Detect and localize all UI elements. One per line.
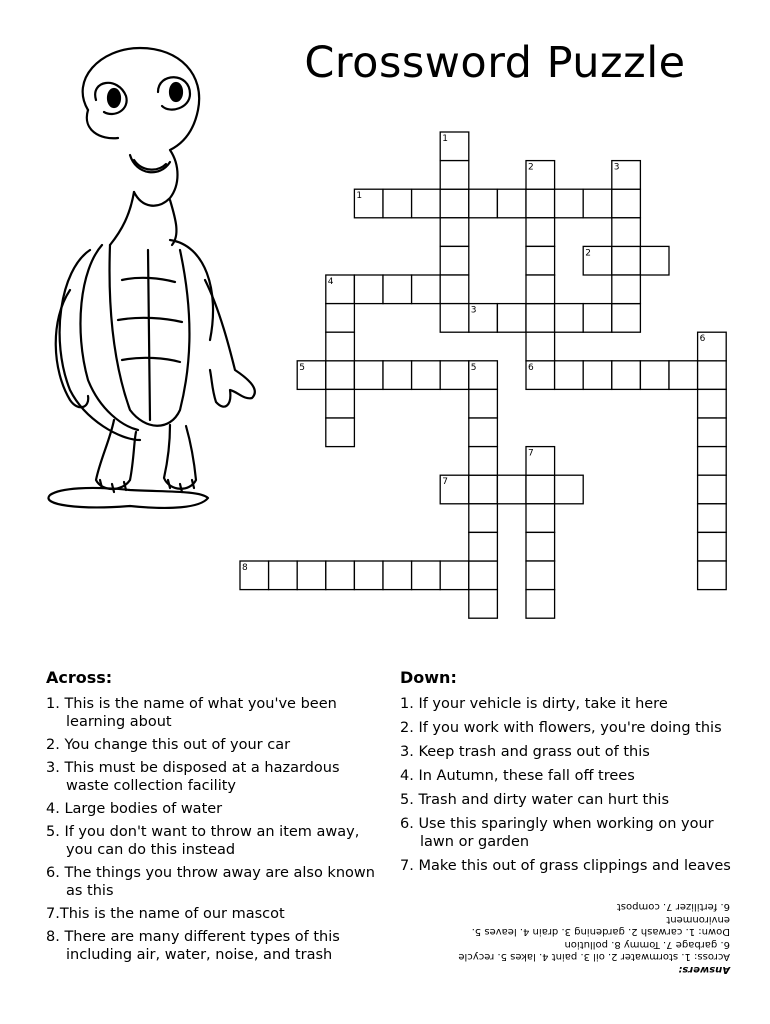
grid-cell[interactable] [612,361,641,390]
grid-cell[interactable] [383,189,412,218]
across-clue-2: 2. You change this out of your car [46,737,291,753]
grid-clue-number: 6 [528,362,534,373]
grid-cell[interactable] [383,275,412,304]
grid-cell[interactable] [612,218,641,247]
grid-cell[interactable] [440,561,469,590]
grid-clue-number: 1 [442,134,448,144]
answers-line-2: 6. garbage 7. Tommy 8. pollution [564,939,730,950]
grid-cell[interactable] [526,561,555,590]
grid-cell[interactable] [555,361,584,390]
grid-cell[interactable] [526,218,555,247]
grid-clue-number: 3 [470,305,477,316]
down-heading: Down: [400,668,457,687]
grid-cell[interactable] [469,475,498,504]
grid-clue-number: 1 [356,191,363,202]
grid-cell[interactable] [526,475,555,504]
grid-cell[interactable] [583,304,612,333]
grid-cell[interactable] [326,361,355,390]
grid-cell[interactable] [297,561,326,590]
grid-cell[interactable] [354,561,383,590]
grid-clue-number: 3 [613,162,620,173]
grid-cell[interactable] [526,189,555,218]
across-clue-8: 8. There are many different types of this including air, water, noise, and trash [46,929,340,963]
grid-cell[interactable] [326,561,355,590]
across-heading: Across: [46,668,113,687]
grid-cell[interactable] [440,218,469,247]
grid-cell[interactable] [469,418,498,447]
grid-cell[interactable] [526,332,555,361]
grid-cell[interactable] [583,361,612,390]
grid-cell[interactable] [698,504,727,533]
grid-cell[interactable] [698,418,727,447]
grid-cell[interactable] [326,304,355,333]
grid-cell[interactable] [469,189,498,218]
down-clue-3: 3. Keep trash and grass out of this [400,744,650,760]
grid-clue-number: 7 [442,477,448,488]
grid-cell[interactable] [526,304,555,333]
answers-heading: Answers: [678,964,730,975]
grid-cell[interactable] [326,418,355,447]
grid-cell[interactable] [526,246,555,275]
grid-cell[interactable] [526,504,555,533]
grid-cell[interactable] [354,361,383,390]
grid-cell[interactable] [469,561,498,590]
grid-cell[interactable] [469,504,498,533]
grid-cell[interactable] [412,275,441,304]
grid-cell[interactable] [555,189,584,218]
across-clue-6: 6. The things you throw away are also known as this [46,865,375,899]
grid-cell[interactable] [383,361,412,390]
down-clue-5: 5. Trash and dirty water can hurt this [400,792,670,808]
across-clue-3: 3. This must be disposed at a hazardous waste collection facility [46,760,340,794]
grid-cell[interactable] [469,447,498,476]
grid-cell[interactable] [269,561,298,590]
grid-cell[interactable] [640,361,669,390]
page-title: Crossword Puzzle [304,38,686,88]
grid-cell[interactable] [640,246,669,275]
grid-cell[interactable] [326,332,355,361]
across-clues [46,669,376,969]
grid-cell[interactable] [354,275,383,304]
grid-cell[interactable] [440,161,469,190]
grid-cell[interactable] [612,189,641,218]
across-clue-7: 7.This is the name of our mascot [46,906,285,922]
grid-cell[interactable] [497,475,526,504]
grid-cell[interactable] [412,189,441,218]
grid-cell[interactable] [526,590,555,619]
grid-clue-number: 6 [699,334,706,345]
answers-line-4: 6. fertilizer 7. compost [616,901,730,913]
grid-clue-number: 5 [299,362,305,373]
grid-clue-number: 4 [327,277,334,287]
answers-line-1: Across: 1. stormwater 2. oil 3. paint 4. lakes 5. recycle [458,951,730,963]
grid-cell[interactable] [555,304,584,333]
grid-cell[interactable] [440,361,469,390]
grid-cell[interactable] [440,189,469,218]
grid-cell[interactable] [440,304,469,333]
grid-cell[interactable] [698,532,727,561]
answers-line-3: Down: 1. carwash 2. gardening 3. drain 4. leaves 5. environment [471,914,730,938]
grid-cell[interactable] [669,361,698,390]
down-clue-4: 4. In Autumn, these fall off trees [400,768,635,784]
grid-cell[interactable] [383,561,412,590]
grid-cell[interactable] [698,561,727,590]
grid-cell[interactable] [698,475,727,504]
grid-cell[interactable] [326,389,355,418]
grid-clue-number: 2 [585,248,591,259]
grid-cell[interactable] [469,532,498,561]
grid-cell[interactable] [698,447,727,476]
grid-cell[interactable] [612,304,641,333]
grid-cell[interactable] [440,246,469,275]
grid-cell[interactable] [412,561,441,590]
grid-clue-number: 8 [242,563,248,573]
grid-cell[interactable] [497,189,526,218]
across-clue-1: 1. This is the name of what you've been learning about [46,696,337,730]
grid-cell[interactable] [440,275,469,304]
grid-cell[interactable] [555,475,584,504]
grid-cell[interactable] [583,189,612,218]
grid-cell[interactable] [526,532,555,561]
down-clue-1: 1. If your vehicle is dirty, take it here [400,696,668,712]
grid-clue-number: 7 [528,448,534,459]
grid-cell[interactable] [612,246,641,275]
down-clue-7: 7. Make this out of grass clippings and leaves [400,858,731,874]
grid-cell[interactable] [526,275,555,304]
down-clue-2: 2. If you work with flowers, you're doing this [400,720,722,736]
grid-cell[interactable] [698,361,727,390]
down-clues [400,669,740,881]
grid-cell[interactable] [497,304,526,333]
grid-clue-number: 2 [528,162,534,173]
down-clue-6: 6. Use this sparingly when working on your lawn or garden [400,816,714,850]
grid-cell[interactable] [412,361,441,390]
grid-cell[interactable] [469,590,498,619]
grid-cell[interactable] [698,389,727,418]
answer-key-upside-down [410,900,730,975]
grid-cell[interactable] [469,389,498,418]
grid-cell[interactable] [612,275,641,304]
across-clue-5: 5. If you don't want to throw an item away, you can do this instead [46,824,360,858]
grid-clue-number: 5 [470,362,477,373]
across-clue-4: 4. Large bodies of water [46,801,223,817]
